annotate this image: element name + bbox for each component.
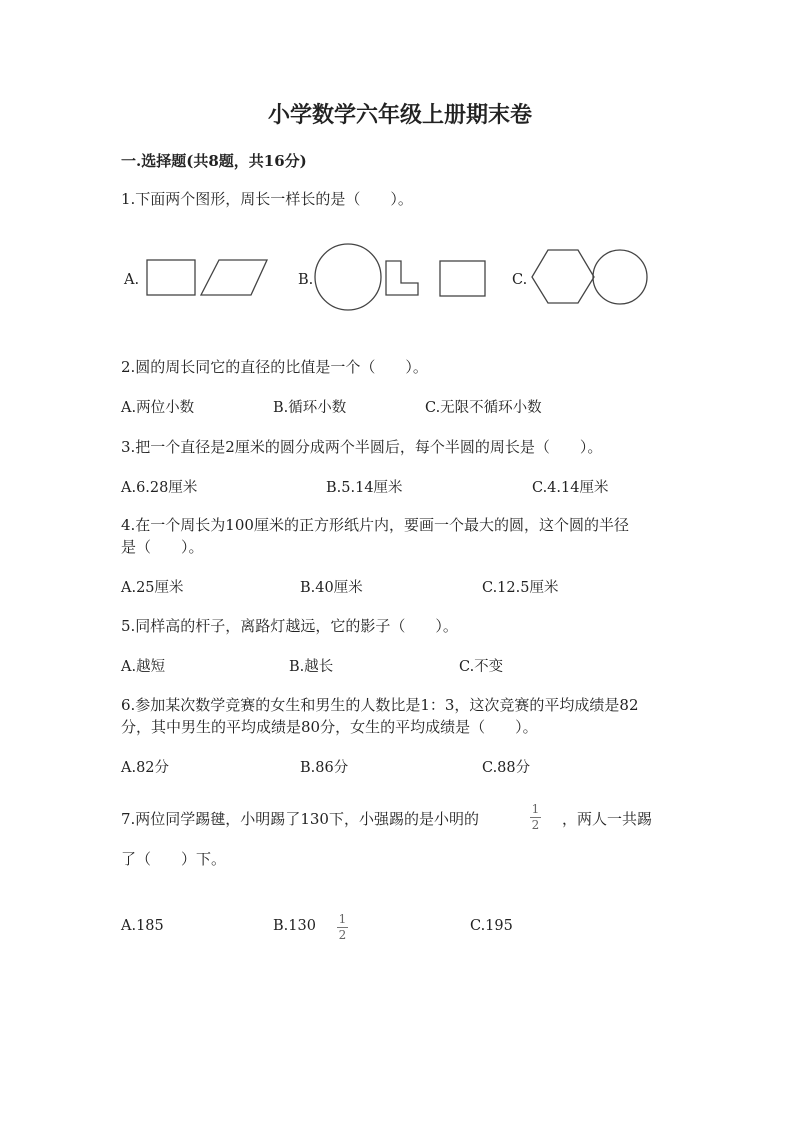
question-6-line-1: 6.参加某次数学竞赛的女生和男生的人数比是1：3，这次竞赛的平均成绩是82 — [121, 696, 639, 714]
q1-figure-c-label: C. — [512, 272, 528, 288]
square-shape — [147, 260, 195, 295]
section-heading: 一.选择题(共8题，共16分) — [121, 152, 307, 170]
rectangle-shape — [440, 261, 485, 296]
question-7-line-2: 了（ ）下。 — [121, 850, 227, 868]
q4-option-a[interactable]: A.25厘米 — [121, 580, 184, 596]
page-title: 小学数学六年级上册期末卷 — [267, 102, 532, 128]
hexagon-shape — [532, 250, 594, 303]
q7-option-c[interactable]: C.195 — [470, 918, 513, 934]
q4-option-c[interactable]: C.12.5厘米 — [482, 580, 559, 596]
q6-option-b[interactable]: B.86分 — [300, 760, 349, 776]
q5-option-b[interactable]: B.越长 — [289, 659, 334, 675]
q2-option-b[interactable]: B.循环小数 — [273, 400, 347, 416]
q3-option-a[interactable]: A.6.28厘米 — [121, 480, 198, 496]
q6-option-a[interactable]: A.82分 — [121, 760, 170, 776]
q7-fraction-numerator: 1 — [531, 802, 540, 816]
question-2: 2.圆的周长同它的直径的比值是一个（ ）。 — [121, 358, 428, 376]
q1-figure-b-label: B. — [298, 272, 314, 288]
question-5: 5.同样高的杆子，离路灯越远，它的影子（ ）。 — [121, 617, 458, 635]
circle-shape-small — [593, 250, 647, 304]
q7-fraction — [530, 803, 541, 832]
question-3: 3.把一个直径是2厘米的圆分成两个半圆后，每个半圆的周长是（ ）。 — [121, 438, 603, 456]
question-4-line-2: 是（ ）。 — [121, 538, 204, 556]
q4-option-b[interactable]: B.40厘米 — [300, 580, 363, 596]
q1-figure-a-label: A. — [124, 272, 140, 288]
l-shape — [386, 261, 418, 295]
question-6-line-2: 分，其中男生的平均成绩是80分，女生的平均成绩是（ ）。 — [121, 718, 538, 736]
question-7-line-1b: ，两人一共踢 — [562, 810, 653, 828]
question-4-line-1: 4.在一个周长为100厘米的正方形纸片内，要画一个最大的圆，这个圆的半径 — [121, 516, 629, 534]
q6-option-c[interactable]: C.88分 — [482, 760, 531, 776]
q7-option-b-denominator: 2 — [338, 928, 347, 942]
q5-option-a[interactable]: A.越短 — [121, 659, 166, 675]
q7-option-b-numerator: 1 — [338, 912, 347, 926]
q1-figures — [118, 238, 658, 314]
q2-option-a[interactable]: A.两位小数 — [121, 400, 195, 416]
q7-option-a[interactable]: A.185 — [121, 918, 164, 934]
q3-option-c[interactable]: C.4.14厘米 — [532, 480, 609, 496]
q2-option-c[interactable]: C.无限不循环小数 — [425, 400, 542, 416]
q5-option-c[interactable]: C.不变 — [459, 659, 504, 675]
question-7-line-1a: 7.两位同学踢毽，小明踢了130下，小强踢的是小明的 — [121, 810, 479, 828]
q3-option-b[interactable]: B.5.14厘米 — [326, 480, 403, 496]
parallelogram-shape — [201, 260, 267, 295]
q7-option-b[interactable]: B.130 — [273, 918, 316, 934]
question-1: 1.下面两个图形，周长一样长的是（ ）。 — [121, 190, 413, 208]
q7-option-b-fraction — [337, 913, 348, 942]
q7-fraction-denominator: 2 — [531, 818, 540, 832]
circle-shape — [315, 244, 381, 310]
